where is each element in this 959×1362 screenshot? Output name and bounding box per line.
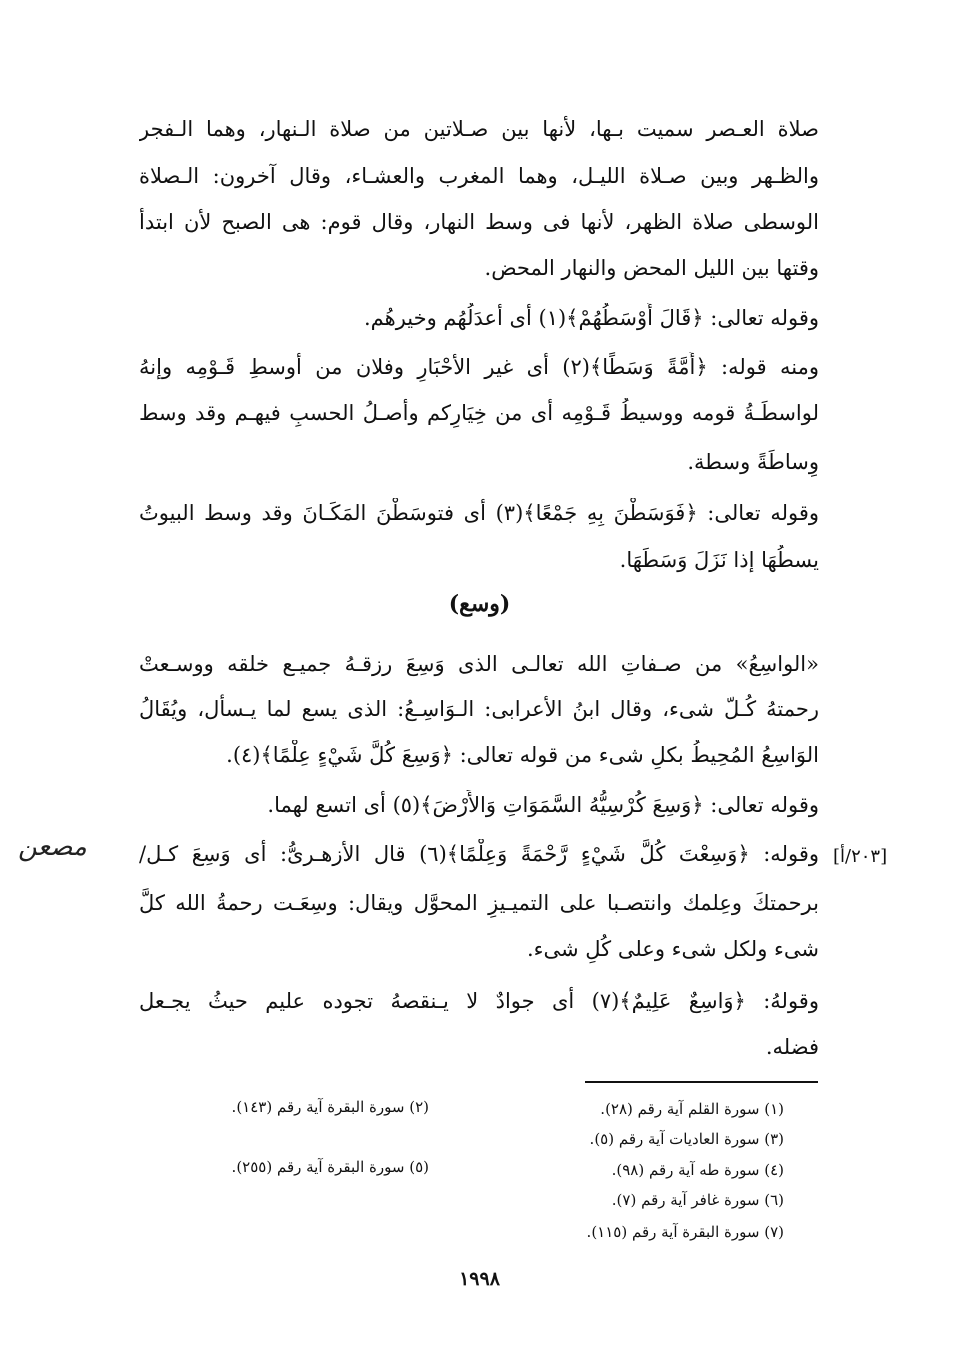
body-line: وِساطَةً وسطة. bbox=[687, 450, 819, 474]
body-line: «الواسِعُ» من صـفاتِ الله تعالـى الذى وَسِعَ رزقـهُ جميـع خلقه ووسـعتْ bbox=[139, 652, 819, 676]
body-line: رحمتهُ كُـلّ شىء، وقال ابنُ الأعرابى: الـوَاسِـعُ: الذى يسع لما يـسأل، ويُقَالُ bbox=[139, 697, 819, 721]
footnote: (٣) سورة العاديات آية رقم (٥). bbox=[589, 1130, 784, 1148]
body-line: شىء ولكل شىء وعلى كُلِ شىء. bbox=[526, 937, 819, 961]
body-line: وقوله تعالى: ﴿فَوَسَطْنَ بِهِ جَمْعًا﴾(٣) أى فتوسَطْنَ المَكَـانَ وقد وسط البيوتُ bbox=[139, 501, 819, 525]
body-line: وقوله تعالى: ﴿قَالَ أَوْسَطُهُمْ﴾(١) أى أعدَلُهُم وخيرهُم. bbox=[363, 306, 819, 330]
body-line: صلاة العـصر سميت بـها، لأنها بين صـلاتين من صلاة الـنهار، وهما الـفجر bbox=[139, 117, 819, 141]
footnote: (١) سورة القلم آية رقم (٢٨). bbox=[600, 1100, 784, 1118]
body-line: وقتها بين الليل المحض والنهار المحض. bbox=[484, 256, 819, 280]
footnote: (٤) سورة طه آية رقم (٩٨). bbox=[611, 1161, 784, 1179]
footnote-separator bbox=[585, 1081, 818, 1083]
body-line: فضله. bbox=[765, 1035, 819, 1059]
footnote: (٥) سورة البقرة آية رقم (٢٥٥). bbox=[231, 1158, 429, 1176]
body-line: وقوله تعالى: ﴿وَسِعَ كُرْسِيُّهُ السَّمَوَاتِ وَالأَرْضَ﴾(٥) أى اتسع لهما. bbox=[267, 793, 819, 817]
body-line: وقولهُ: ﴿وَاسِعٌ عَلِيمٌ﴾(٧) أى جوادٌ لا يـنقصهُ تجوده عليم حيثُ يجـعل bbox=[139, 989, 819, 1013]
body-line: يسطُهَا إذا نَزَلَ وَسَطَهَا. bbox=[619, 548, 819, 572]
body-line: الوَاسِعُ المُحِيطُ بكلِ شىء من قوله تعالى: ﴿وَسِعَ كُلَّ شَيْءٍ عِلْمًا﴾(٤). bbox=[226, 743, 819, 767]
body-line: برحمتكَ وعِلمك وانتصـبا على التميـيزِ المحوَّل ويقال: وسِعَـت رحمةُ الله كلَّ bbox=[139, 891, 819, 915]
footnote: (٦) سورة غافر آية رقم (٧). bbox=[611, 1191, 784, 1209]
body-line: وقوله: ﴿وَسِعْتَ كُلَّ شَيْءٍ رَّحْمَةً وَعِلْمًا﴾(٦) قال الأزهـرىُّ: أى وَسِعَ كـل/ bbox=[139, 842, 819, 866]
body-line: لواسطَـةُ قومه ووسيطُ قَـوْمِه أى من خِيَارِكم وأصـلُ الحسبِ فيهـم وقد وسط bbox=[139, 401, 819, 425]
footnote: (٧) سورة البقرة آية رقم (١١٥). bbox=[586, 1223, 784, 1241]
body-line: الوسطى صلاة الظهر، لأنها فى وسط النهار، وقال قوم: هى الصبح لأن ابتدأ bbox=[139, 210, 819, 234]
margin-folio-reference: [٢٠٣/أ] bbox=[833, 846, 888, 867]
body-line: والظـهر وبين صـلاة الليـل، وهما المغرب والعشـاء، وقال آخرون: الـصلاة bbox=[139, 164, 819, 188]
page-number: ١٩٩٨ bbox=[459, 1268, 500, 1290]
section-heading: (وسع) bbox=[448, 591, 511, 617]
handwritten-margin-note: مصعن bbox=[18, 832, 87, 862]
footnote: (٢) سورة البقرة آية رقم (١٤٣). bbox=[231, 1098, 429, 1116]
body-line: ومنه قوله: ﴿أُمَّةً وَسَطًا﴾(٢) أى غير الأحْبَارِ وفلان من أوسطِ قَـوْمِه وإنهُ bbox=[139, 355, 819, 379]
